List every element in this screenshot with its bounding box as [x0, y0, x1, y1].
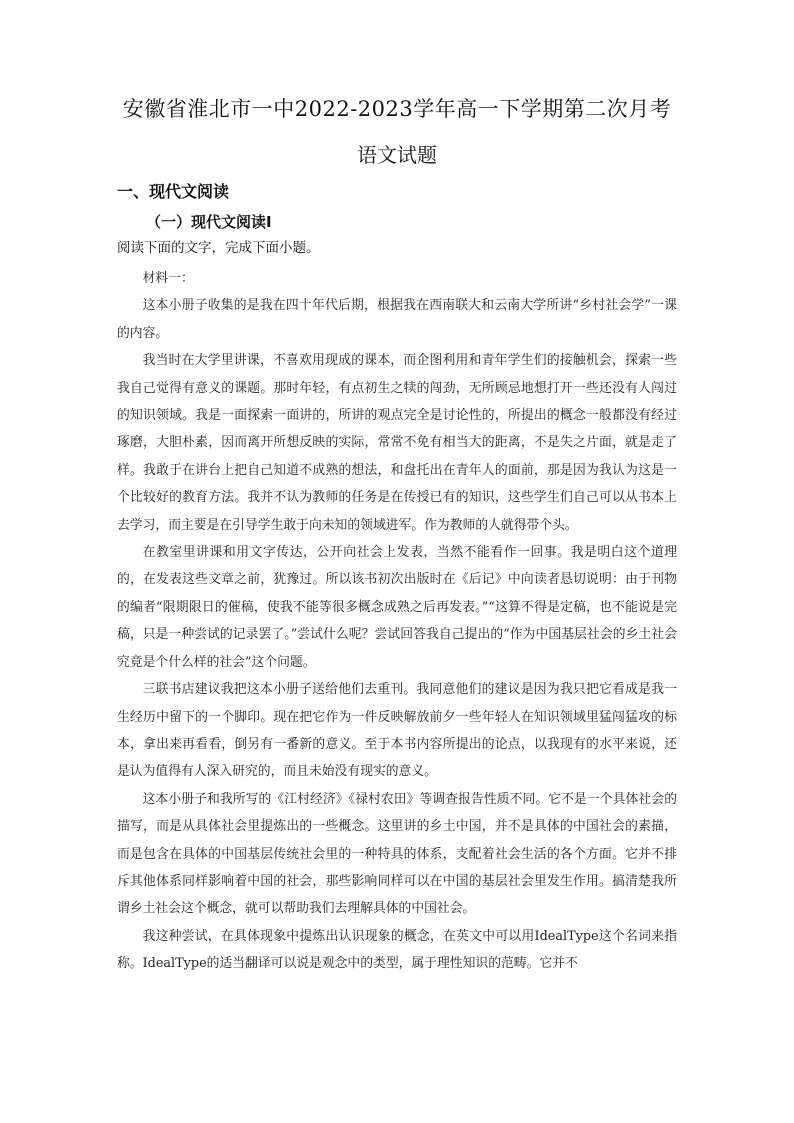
- passage-body: [117, 265, 677, 978]
- paragraph: 这本小册子收集的是我在四十年代后期，根据我在西南联大和云南大学所讲“乡村社会学”一课的内容。: [117, 298, 677, 341]
- reading-instruction: 阅读下面的文字，完成下面小题。: [117, 240, 320, 256]
- subsection-heading: （一）现代文阅读Ⅰ: [146, 213, 272, 231]
- paragraph: 我这种尝试，在具体现象中提炼出认识现象的概念，在英文中可以用IdealType这个名词来指称。IdealType的适当翻译可以说是观念中的类型，属于理性知识的范畴。它并不: [117, 928, 677, 972]
- paragraph: 这本小册子和我所写的《江村经济》《禄村农田》等调查报告性质不同。它不是一个具体社会的描写，而是从具体社会里提炼出的一些概念。这里讲的乡土中国，并不是具体的中国社会的素描，而是包含在具体的中国基层传统社会里的一种特具的体系，支配着社会生活的各个方面。它并不排斥其他体系同样影响着中国的社会，那些影响同样可以在中国的基层社会里发生作用。搞清楚我所谓乡土社会这个概念，就可以帮助我们去理解具体的中国社会。: [117, 791, 677, 917]
- section-heading: 一、现代文阅读: [117, 182, 230, 201]
- document-subtitle: 语文试题: [357, 143, 437, 167]
- paragraph: 我当时在大学里讲课，不喜欢用现成的课本，而企图利用和青年学生们的接触机会，探索一些我自己觉得有意义的课题。那时年轻，有点初生之犊的闯劲，无所顾忌地想打开一些还没有人闯过的知识领域。我是一面探索一面讲的，所讲的观点完全是讨论性的，所提出的概念一般都没有经过琢磨，大胆朴素，因而离开所想反映的实际，常常不免有相当大的距离，不是失之片面，就是走了样。我敢于在讲台上把自己知道不成熟的想法，和盘托出在青年人的面前，那是因为我认为这是一个比较好的教育方法。我并不认为教师的任务是在传授已有的知识，这些学生们自己可以从书本上去学习，而主要是在引导学生敢于向未知的领域进军。作为教师的人就得带个头。: [117, 353, 677, 533]
- paragraph-material-label: 材料一：: [142, 271, 194, 286]
- paragraph: 在教室里讲课和用文字传达，公开向社会上发表，当然不能看作一回事。我是明白这个道理的，在发表这些文章之前，犹豫过。所以该书初次出版时在《后记》中向读者恳切说明：由于刊物的编者“限期限日的催稿，使我不能等很多概念成熟之后再发表。”“这算不得是定稿，也不能说是完稿，只是一种尝试的记录罢了。”尝试什么呢？尝试回答我自己提出的“作为中国基层社会的乡土社会究竟是个什么样的社会”这个问题。: [117, 545, 677, 670]
- document-title: 安徽省淮北市一中2022-2023学年高一下学期第二次月考: [122, 97, 672, 121]
- paragraph: 三联书店建议我把这本小册子送给他们去重刊。我同意他们的建议是因为我只把它看成是我一生经历中留下的一个脚印。现在把它作为一件反映解放前夕一些年轻人在知识领域里猛闯猛攻的标本，拿出来再看看，倒另有一番新的意义。至于本书内容所提出的论点，以我现有的水平来说，还是认为值得有人深入研究的，而且未始没有现实的意义。: [117, 682, 677, 780]
